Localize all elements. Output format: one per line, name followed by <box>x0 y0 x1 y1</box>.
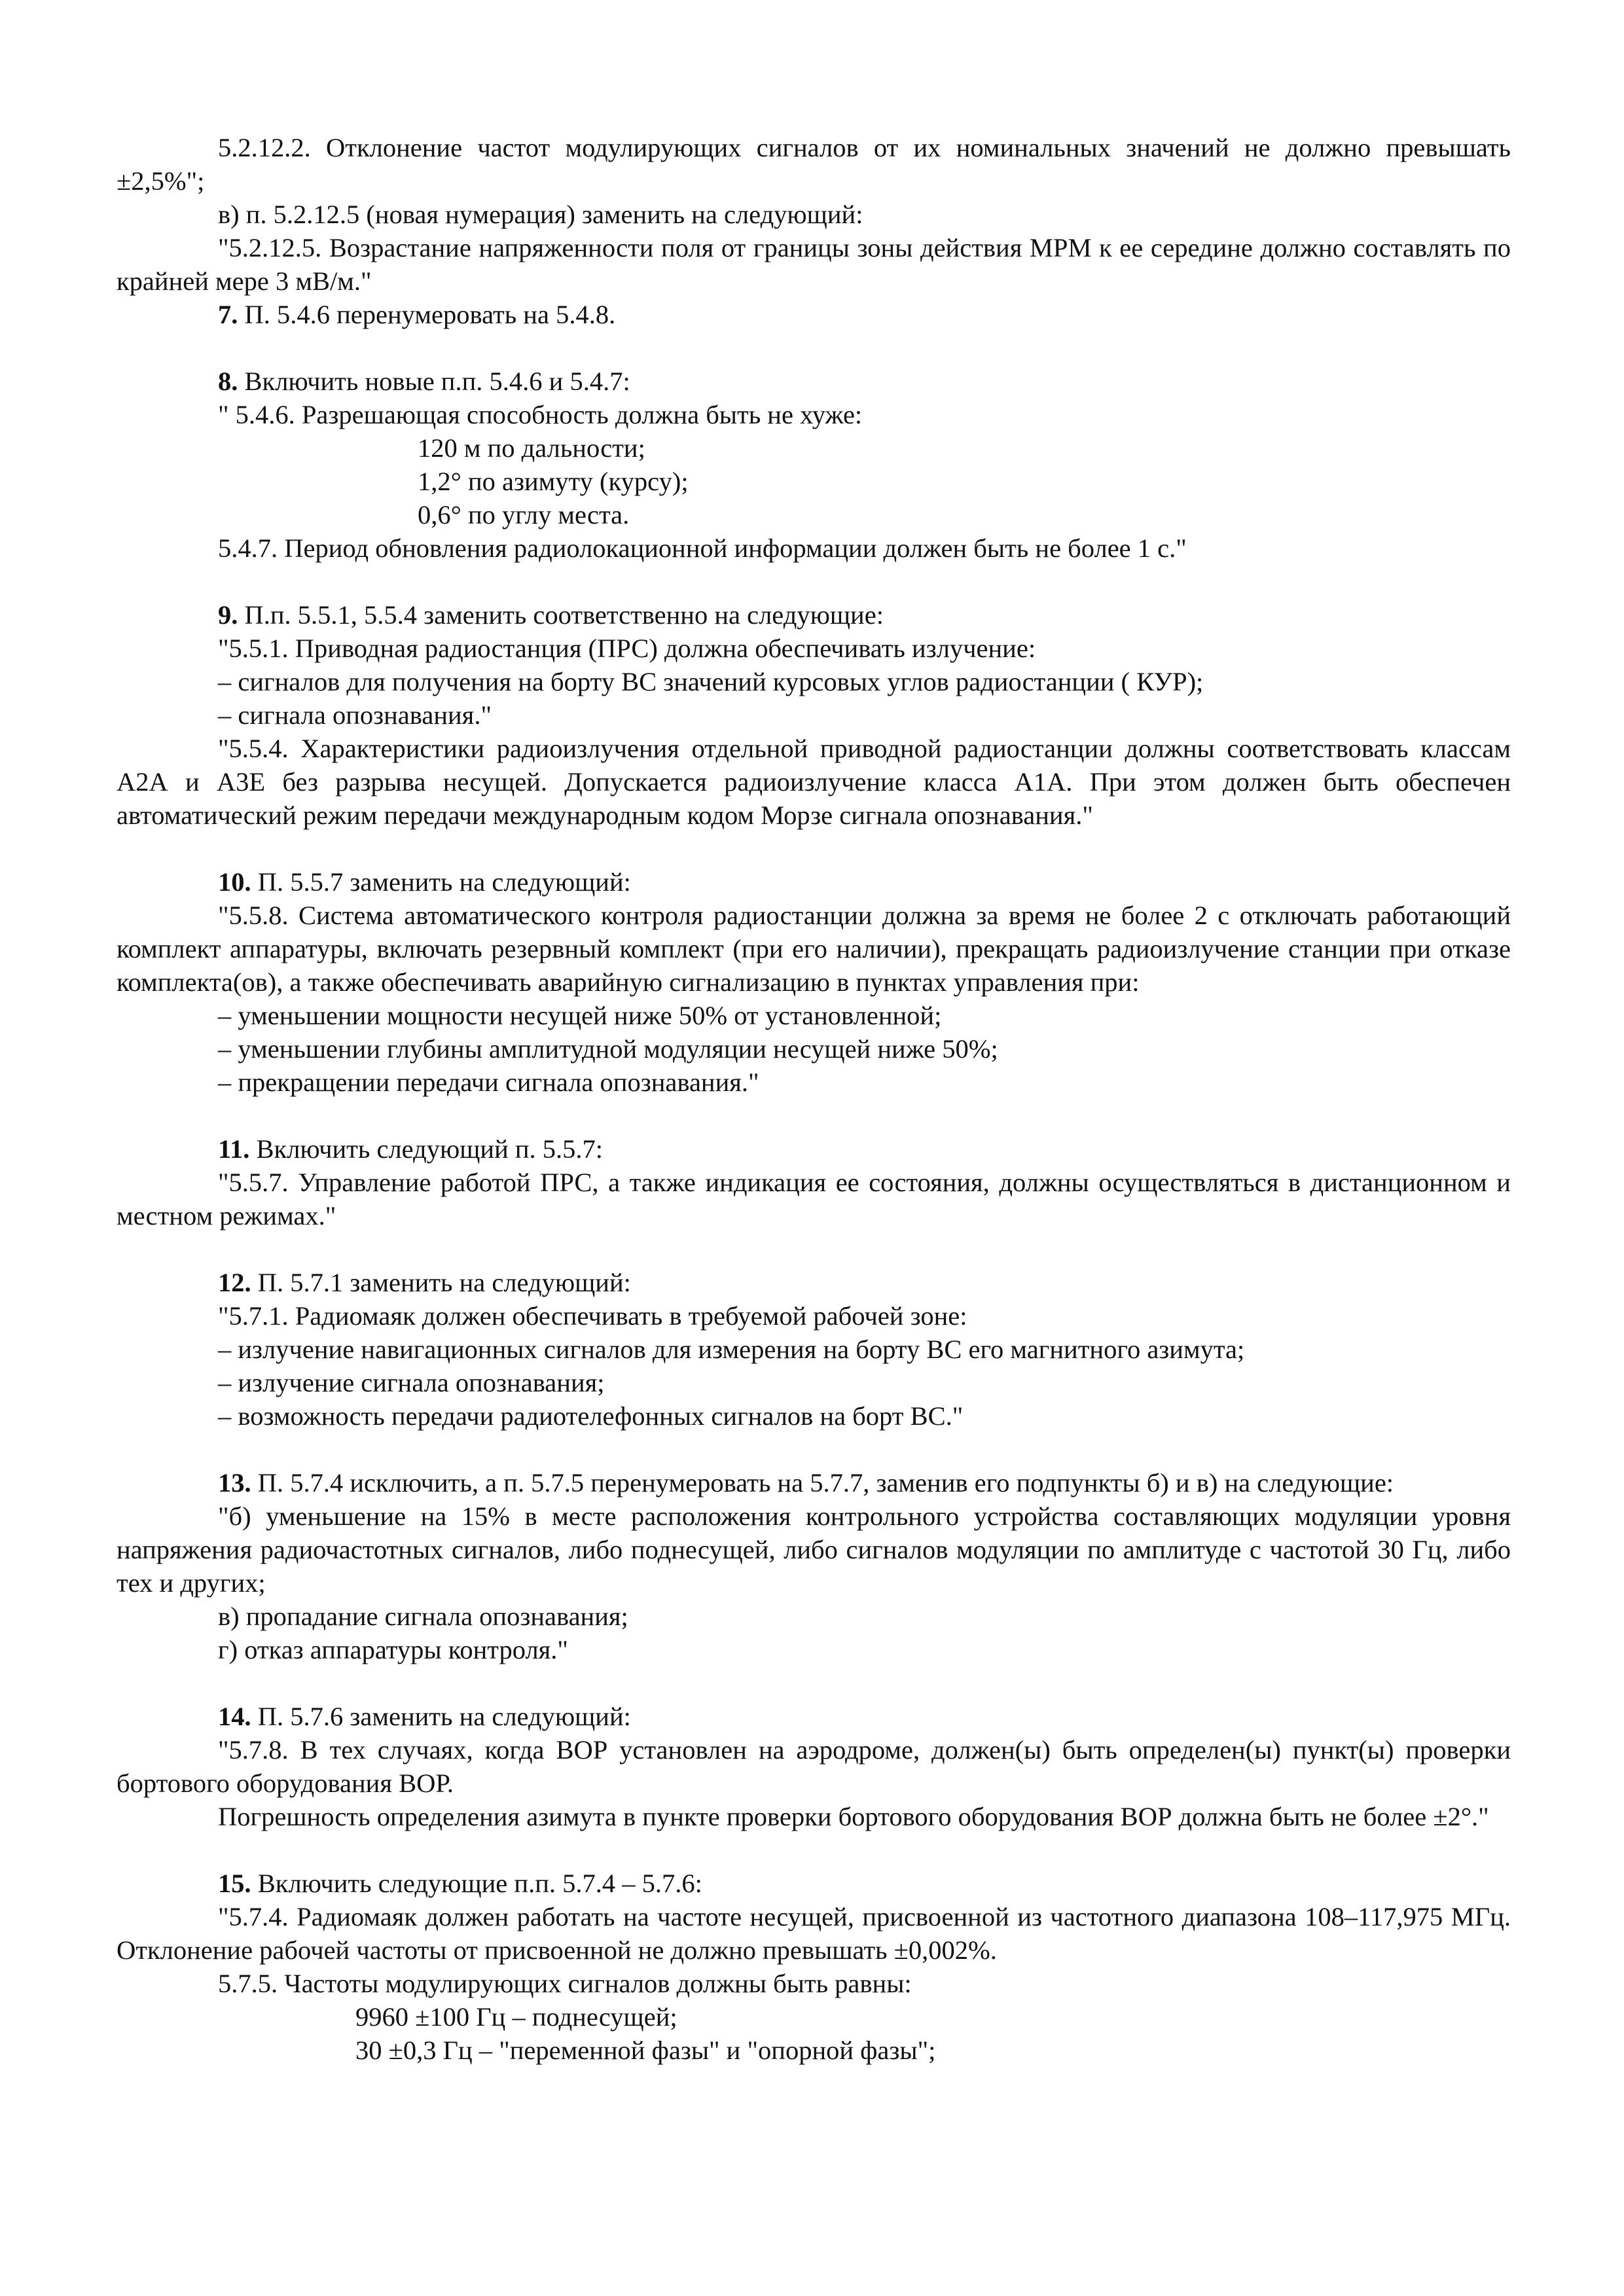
paragraph-5-5-8: "5.5.8. Система автоматического контроля радиостанции должна за время не более 2 с отключать работающий комплект аппаратуры, включать резервный комплект (при его наличии), прекращать радиоизлучение станции при отказе комплекта(ов), а также обеспечивать аварийную сигнализацию в пунктах управления при: <box>117 901 1511 997</box>
paragraph-item-13: 13. П. 5.7.4 исключить, а п. 5.7.5 перенумеровать на 5.7.7, заменив его подпункты б) и в) на следующие: <box>218 1468 1394 1498</box>
paragraph-accuracy: Погрешность определения азимута в пункте проверки бортового оборудования ВОР должна быть не более ±2°." <box>218 1802 1489 1831</box>
item-number: 12. <box>218 1268 251 1297</box>
paragraph-5-4-7: 5.4.7. Период обновления радиолокационной информации должен быть не более 1 с." <box>218 533 1187 563</box>
list-line: 9960 ±100 Гц – поднесущей; <box>355 2002 677 2032</box>
paragraph-5-5-4: "5.5.4. Характеристики радиоизлучения отдельной приводной радиостанции должны соответствовать классам А2А и А3Е без разрыва несущей. Допускается радиоизлучение класса А1А. При этом должен быть обеспечен автоматический режим передачи международным кодом Морзе сигнала опознавания." <box>117 734 1511 830</box>
paragraph-5-7-4: "5.7.4. Радиомаяк должен работать на частоте несущей, присвоенной из частотного диапазона 108–117,975 МГц. Отклонение рабочей частоты от присвоенной не должно превышать ±0,002%. <box>117 1902 1511 1965</box>
paragraph-item-12: 12. П. 5.7.1 заменить на следующий: <box>218 1268 631 1297</box>
paragraph-item-9: 9. П.п. 5.5.1, 5.5.4 заменить соответственно на следующие: <box>218 600 884 630</box>
list-line: 0,6° по углу места. <box>418 500 630 529</box>
list-line: – сигналов для получения на борту ВС значений курсовых углов радиостанции ( КУР); <box>218 667 1204 696</box>
list-line: г) отказ аппаратуры контроля." <box>218 1635 568 1664</box>
paragraph-5-7-5: 5.7.5. Частоты модулирующих сигналов должны быть равны: <box>218 1969 912 1998</box>
item-number: 13. <box>218 1468 251 1498</box>
document-page <box>117 131 1511 2067</box>
item-number: 15. <box>218 1869 251 1898</box>
paragraph-5-5-1: "5.5.1. Приводная радиостанция (ПРС) должна обеспечивать излучение: <box>218 634 1036 663</box>
list-line: 30 ±0,3 Гц – "переменной фазы" и "опорной фазы"; <box>355 2036 936 2065</box>
item-number: 10. <box>218 867 251 897</box>
paragraph-item-11: 11. Включить следующий п. 5.5.7: <box>218 1134 604 1164</box>
item-number: 8. <box>218 367 238 396</box>
item-number: 9. <box>218 600 238 630</box>
list-line: – прекращении передачи сигнала опознавания." <box>218 1067 759 1097</box>
paragraph-5-4-6: " 5.4.6. Разрешающая способность должна быть не хуже: <box>218 400 863 429</box>
paragraph-5-7-1: "5.7.1. Радиомаяк должен обеспечивать в требуемой рабочей зоне: <box>218 1301 967 1331</box>
paragraph-5-5-7: "5.5.7. Управление работой ПРС, а также индикация ее состояния, должны осуществляться в дистанционном и местном режимах." <box>117 1168 1511 1230</box>
paragraph-5-2-12-2: 5.2.12.2. Отклонение частот модулирующих сигналов от их номинальных значений не должно превышать ±2,5%"; <box>117 133 1511 196</box>
paragraph-item-14: 14. П. 5.7.6 заменить на следующий: <box>218 1702 631 1731</box>
list-line: 120 м по дальности; <box>418 433 645 463</box>
item-number: 11. <box>218 1134 250 1164</box>
paragraph-5-7-8: "5.7.8. В тех случаях, когда ВОР установлен на аэродроме, должен(ы) быть определен(ы) пункт(ы) проверки бортового оборудования ВОР. <box>117 1735 1511 1798</box>
list-line: – излучение навигационных сигналов для измерения на борту ВС его магнитного азимута; <box>218 1335 1245 1364</box>
paragraph-item-v: в) п. 5.2.12.5 (новая нумерация) заменить на следующий: <box>218 200 863 229</box>
paragraph-item-8: 8. Включить новые п.п. 5.4.6 и 5.4.7: <box>218 367 630 396</box>
paragraph-item-7: 7. П. 5.4.6 перенумеровать на 5.4.8. <box>218 300 616 329</box>
list-line: – уменьшении глубины амплитудной модуляции несущей ниже 50%; <box>218 1034 998 1064</box>
item-number: 14. <box>218 1702 251 1731</box>
paragraph-subitem-b: "б) уменьшение на 15% в месте расположения контрольного устройства составляющих модуляции уровня напряжения радиочастотных сигналов, либо поднесущей, либо сигналов модуляции по амплитуде с частотой 30 Гц, либо тех и других; <box>117 1501 1511 1598</box>
list-line: – сигнала опознавания." <box>218 700 492 730</box>
list-line: – излучение сигнала опознавания; <box>218 1368 605 1397</box>
paragraph-item-10: 10. П. 5.5.7 заменить на следующий: <box>218 867 631 897</box>
list-line: 1,2° по азимуту (курсу); <box>418 467 689 496</box>
list-line: в) пропадание сигнала опознавания; <box>218 1602 628 1631</box>
list-line: – возможность передачи радиотелефонных сигналов на борт ВС." <box>218 1401 964 1431</box>
paragraph-item-15: 15. Включить следующие п.п. 5.7.4 – 5.7.6: <box>218 1869 702 1898</box>
list-line: – уменьшении мощности несущей ниже 50% от установленной; <box>218 1001 942 1030</box>
item-number: 7. <box>218 300 238 329</box>
paragraph-5-2-12-5: "5.2.12.5. Возрастание напряженности поля от границы зоны действия МРМ к ее середине должно составлять по крайней мере 3 мВ/м." <box>117 233 1511 296</box>
